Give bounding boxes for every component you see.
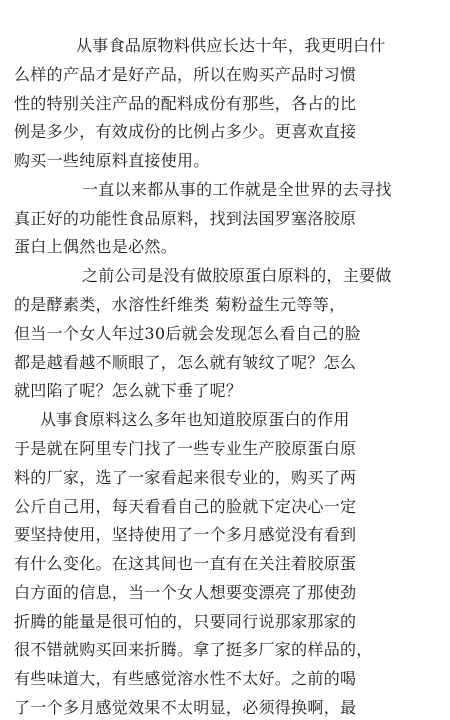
text-line: 都是越看越不顺眼了，怎么就有皱纹了呢？怎么: [14, 353, 357, 372]
text-line: 一直以来都从事的工作就是全世界的去寻找: [82, 180, 392, 199]
text-line: 有些味道大，有些感觉溶水性不太好。之前的喝: [14, 669, 357, 688]
text-line: 于是就在阿里专门找了一些专业生产胶原蛋白原: [14, 439, 357, 458]
text-line: 例是多少，有效成份的比例占多少。更喜欢直接: [14, 122, 357, 141]
text-line: 就凹陷了呢？怎么就下垂了呢？: [14, 381, 243, 400]
text-line: 的是酵素类，水溶性纤维类 菊粉益生元等等，: [14, 295, 346, 314]
text-line: 性的特别关注产品的配料成份有那些，各占的比: [14, 94, 357, 113]
text-line: 要坚持使用，坚持使用了一个多月感觉没有看到: [14, 525, 357, 544]
text-line: 真正好的功能性食品原料，找到法国罗塞洛胶原: [14, 209, 357, 228]
text-line: 很不错就购买回来折腾。拿了挺多厂家的样品的，: [14, 640, 373, 659]
text-line: 白方面的信息，当一个女人想要变漂亮了那使劲: [14, 583, 357, 602]
text-line: 从事食品原物料供应长达十年，我更明白什: [76, 36, 386, 55]
text-line: 了一个多月感觉效果不太明显，必须得换啊，最: [14, 698, 357, 717]
text-line: 蛋白上偶然也是必然。: [14, 237, 178, 256]
text-line: 料的厂家，选了一家看起来很专业的，购买了两: [14, 468, 357, 487]
text-line: 从事食原料这么多年也知道胶原蛋白的作用: [40, 410, 350, 429]
text-line: 但当一个女人年过30后就会发现怎么看自己的脸: [14, 324, 361, 343]
text-line: 公斤自己用，每天看看自己的脸就下定决心一定: [14, 497, 357, 516]
text-line: 购买一些纯原料直接使用。: [14, 151, 210, 170]
text-line: 么样的产品才是好产品，所以在购买产品时习惯: [14, 65, 357, 84]
text-line: 折腾的能量是很可怕的，只要同行说那家那家的: [14, 612, 357, 631]
text-line: 之前公司是没有做胶原蛋白原料的，主要做: [82, 266, 392, 285]
text-line: 有什么变化。在这其间也一直有在关注着胶原蛋: [14, 554, 357, 573]
